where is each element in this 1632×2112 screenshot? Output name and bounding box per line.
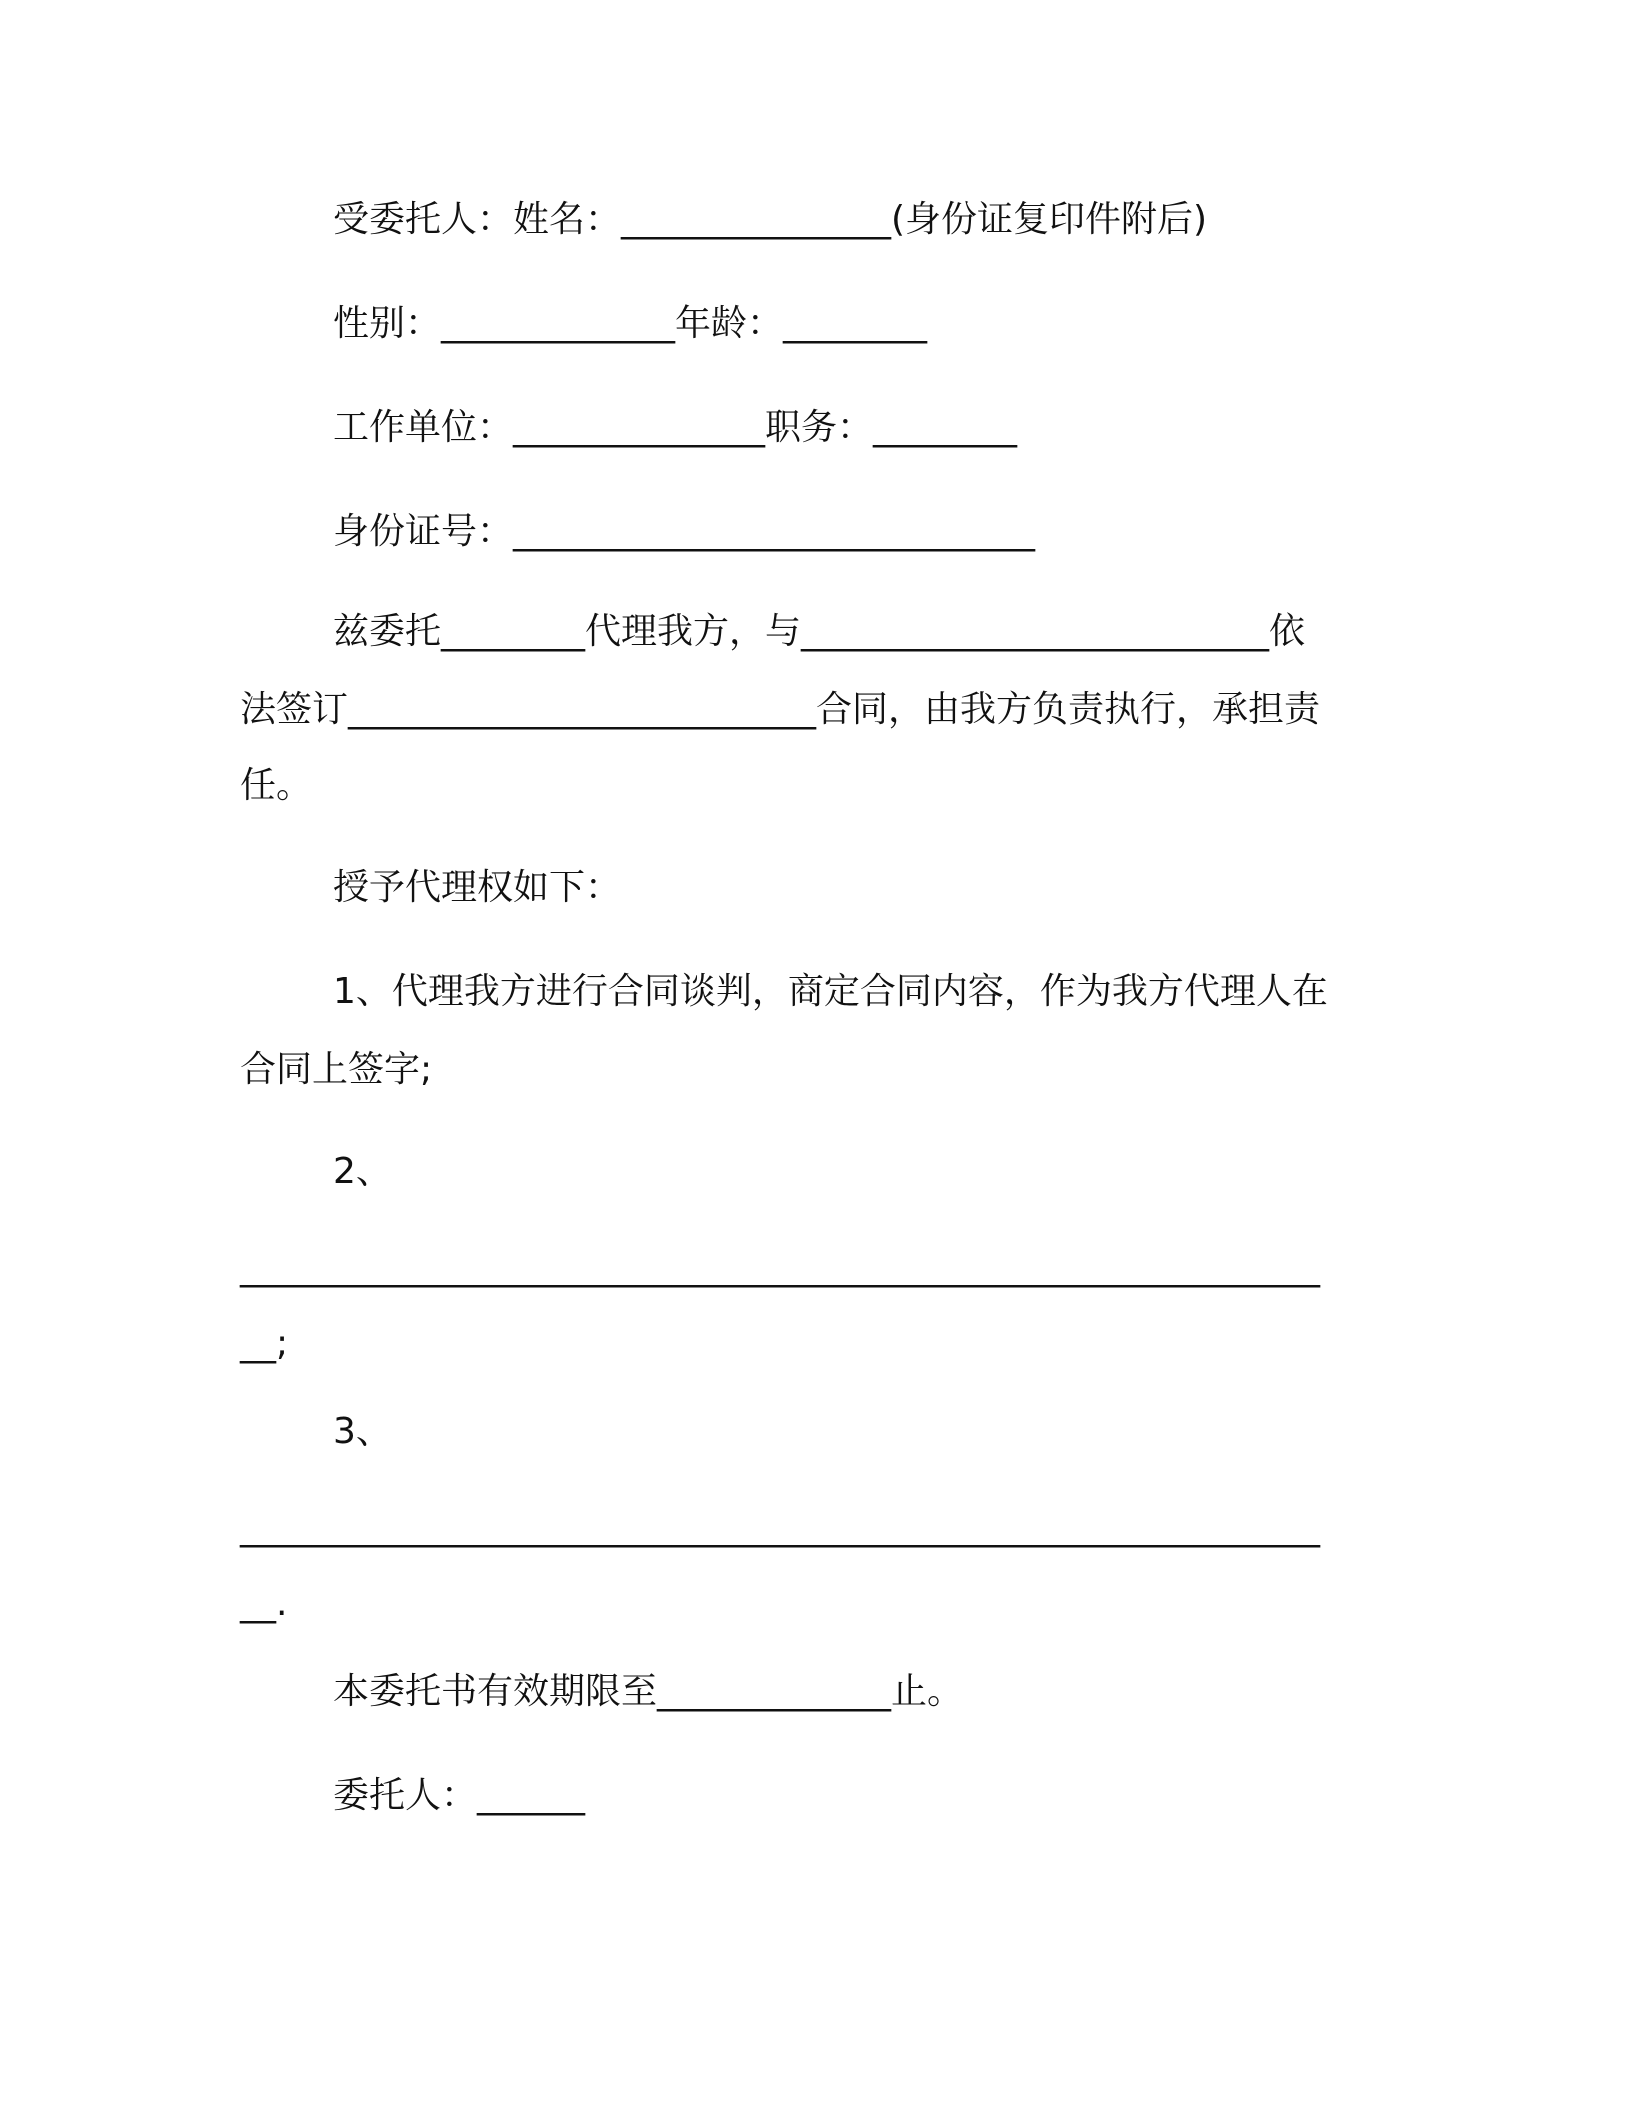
authority-item-2-number: 2、 [333,1151,392,1192]
authority-item-3-blank-end: __. [240,1583,288,1624]
work-unit-position-line: 工作单位：______________职务：________ [333,407,1018,448]
authority-item-2-blank: ____________________________________________________________ [240,1247,1320,1288]
entrust-paragraph-line-2: 法签订__________________________合同，由我方负责执行，承担责 [240,689,1321,730]
gender-age-line: 性别：_____________年龄：________ [333,303,928,344]
trustee-name-line: 受委托人：姓名：_______________(身份证复印件附后) [333,199,1208,240]
authority-item-3-number: 3、 [333,1411,392,1452]
entrust-paragraph-line-3: 任。 [240,765,313,806]
authority-item-3-blank: ____________________________________________________________ [240,1507,1320,1548]
authority-item-1-line-1: 1、代理我方进行合同谈判，商定合同内容，作为我方代理人在 [333,971,1328,1012]
id-number-line: 身份证号：_____________________________ [333,511,1036,552]
entrust-paragraph-line-1: 兹委托________代理我方，与__________________________依 [333,611,1306,652]
authority-heading: 授予代理权如下： [333,867,622,908]
authority-item-1-line-2: 合同上签字; [240,1049,433,1090]
principal-signature-line: 委托人：______ [333,1775,586,1816]
validity-period-line: 本委托书有效期限至_____________止。 [333,1671,964,1712]
authority-item-2-blank-end: __; [240,1323,289,1364]
